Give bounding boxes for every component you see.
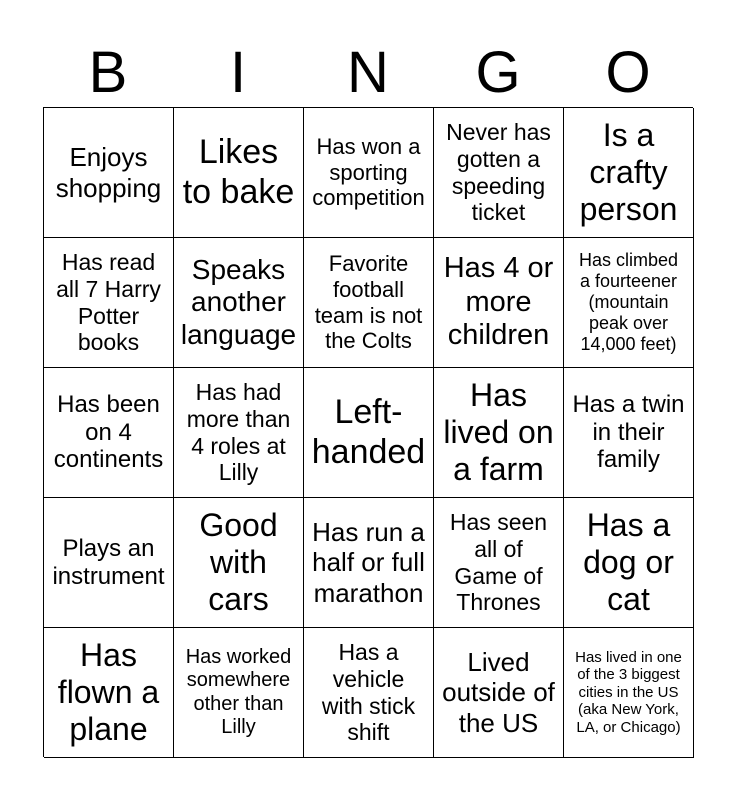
bingo-cell[interactable]: Has climbed a fourteener (mountain peak over 14,000 feet) xyxy=(564,238,694,368)
bingo-cell[interactable]: Has lived in one of the 3 biggest cities in the US (aka New York, LA, or Chicago) xyxy=(564,628,694,758)
bingo-cell[interactable]: Has read all 7 Harry Potter books xyxy=(44,238,174,368)
bingo-grid xyxy=(43,107,693,757)
bingo-cell[interactable]: Has a twin in their family xyxy=(564,368,694,498)
bingo-cell[interactable]: Has run a half or full marathon xyxy=(304,498,434,628)
bingo-cell[interactable]: Left- handed xyxy=(304,368,434,498)
bingo-cell[interactable]: Has had more than 4 roles at Lilly xyxy=(174,368,304,498)
header-letter-n: N xyxy=(347,40,389,105)
header-letter-i: I xyxy=(229,40,247,105)
bingo-cell[interactable]: Has been on 4 continents xyxy=(44,368,174,498)
bingo-cell[interactable]: Has worked somewhere other than Lilly xyxy=(174,628,304,758)
bingo-cell[interactable]: Plays an instrument xyxy=(44,498,174,628)
bingo-header xyxy=(43,38,693,108)
bingo-cell[interactable]: Has seen all of Game of Thrones xyxy=(434,498,564,628)
bingo-cell[interactable]: Speaks another language xyxy=(174,238,304,368)
bingo-cell[interactable]: Never has gotten a speeding ticket xyxy=(434,108,564,238)
bingo-cell[interactable]: Has lived on a farm xyxy=(434,368,564,498)
header-letter-g: G xyxy=(475,40,521,105)
bingo-cell[interactable]: Is a crafty person xyxy=(564,108,694,238)
bingo-cell[interactable]: Has a dog or cat xyxy=(564,498,694,628)
bingo-cell[interactable]: Lived outside of the US xyxy=(434,628,564,758)
header-letter-b: B xyxy=(88,40,128,105)
bingo-cell[interactable]: Likes to bake xyxy=(174,108,304,238)
bingo-cell[interactable]: Enjoys shopping xyxy=(44,108,174,238)
bingo-cell[interactable]: Has flown a plane xyxy=(44,628,174,758)
bingo-cell[interactable]: Has a vehicle with stick shift xyxy=(304,628,434,758)
bingo-cell[interactable]: Good with cars xyxy=(174,498,304,628)
bingo-cell[interactable]: Favorite football team is not the Colts xyxy=(304,238,434,368)
header-letter-o: O xyxy=(605,40,651,105)
bingo-cell[interactable]: Has 4 or more children xyxy=(434,238,564,368)
bingo-cell[interactable]: Has won a sporting competition xyxy=(304,108,434,238)
